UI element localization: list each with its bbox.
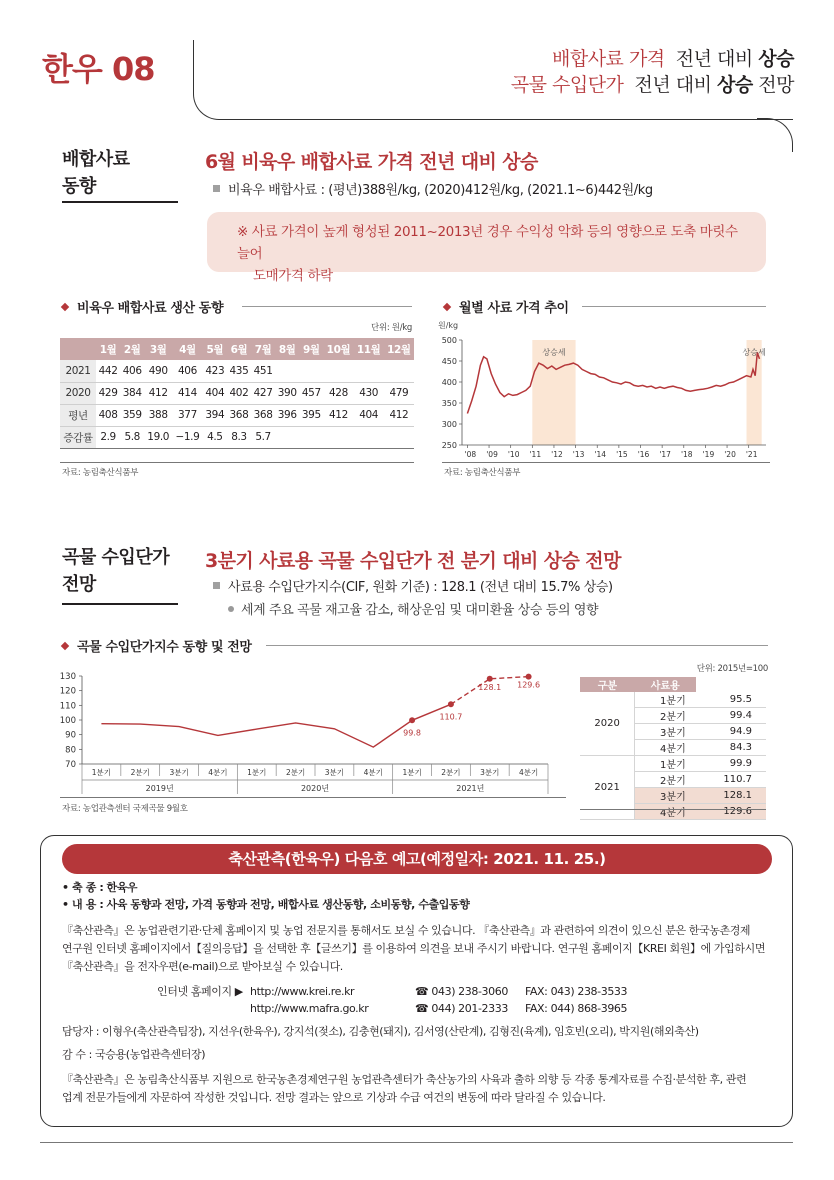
grain-table-head-feed: 사료용 <box>635 677 696 692</box>
grain-table-bottom-rule <box>580 809 766 810</box>
y-tick-label: 350 <box>441 399 457 408</box>
table-cell: 404 <box>203 382 227 404</box>
table-header-cell: 8월 <box>275 338 299 360</box>
x-group-label: 2020년 <box>300 784 330 793</box>
table-cell: 368 <box>251 404 275 426</box>
x-tick-label: '19 <box>702 450 715 459</box>
feed-table-bottom-rule <box>60 462 414 463</box>
notice-paragraph-1-line1: 『축산관측』은 농업관련기관·단체 홈페이지 및 농업 전문지를 통해서도 보실 수 있습니다. 『축산관측』과 관련하여 의견이 있으신 분은 한국농촌경제 <box>62 924 751 937</box>
grain-table-head-category: 구분 <box>580 677 635 692</box>
table-row <box>60 404 414 426</box>
x-tick-label: '15 <box>616 450 628 459</box>
notice-staff: 담당자 : 이형우(축산관측팀장), 지선우(한육우), 강지석(젖소), 김충현(돼지), 김서영(산란계), 김형진(육계), 임호빈(오리), 박지원(해외축산) <box>62 1025 699 1038</box>
x-tick-label: '16 <box>637 450 650 459</box>
x-tick-label: 1분기 <box>402 768 422 777</box>
table-cell: 457 <box>299 382 323 404</box>
table-cell: 412 <box>144 382 172 404</box>
x-tick-label: 2분기 <box>441 768 461 777</box>
page-footer-rule <box>40 1142 793 1143</box>
grain-section-underline <box>62 603 178 605</box>
table-cell: 5.7 <box>251 426 275 448</box>
table-value-cell: 99.9 <box>696 756 766 772</box>
y-tick-label: 70 <box>65 760 76 770</box>
grain-section-title-line2: 전망 <box>62 574 96 595</box>
header-summary-line-1 <box>552 44 794 71</box>
table-header-cell: 3월 <box>144 338 172 360</box>
table-value-cell: 95.5 <box>696 692 766 708</box>
x-tick-label: '12 <box>551 450 563 459</box>
x-tick-label: '13 <box>572 450 585 459</box>
table-quarter-cell: 3분기 <box>635 724 696 740</box>
table-cell: 412 <box>384 404 414 426</box>
notice-tel-mafra: ☎ 044) 201-2333 <box>415 1002 508 1015</box>
feed-table-unit: 단위: 원/kg <box>371 323 412 333</box>
header-frame-corner <box>757 118 793 152</box>
table-row-label: 2021 <box>60 360 96 382</box>
table-cell <box>299 426 323 448</box>
feed-bullet-text: 비육우 배합사료 : (평년)388원/kg, (2020)412원/kg, (2021.1~6)442원/kg <box>228 183 653 198</box>
data-label: 129.6 <box>517 680 541 690</box>
notice-paragraph-2 <box>62 1071 746 1107</box>
table-value-cell: 84.3 <box>696 740 766 756</box>
header-line1-topic: 배합사료 가격 <box>552 48 665 70</box>
x-group-label: 2021년 <box>456 784 485 793</box>
grain-chart-title <box>62 636 252 655</box>
table-header-cell: 7월 <box>251 338 275 360</box>
table-cell <box>299 360 323 382</box>
header-line2-compare: 전년 대비 <box>634 74 712 96</box>
table-cell: 388 <box>144 404 172 426</box>
price-chart-title-text: 월별 사료 가격 추이 <box>459 301 569 316</box>
table-quarter-cell: 1분기 <box>635 692 696 708</box>
table-cell <box>384 426 414 448</box>
notice-item-species <box>62 879 137 897</box>
table-cell <box>275 426 299 448</box>
table-header-cell: 6월 <box>227 338 251 360</box>
feed-price-chart <box>436 318 772 463</box>
table-cell: 429 <box>96 382 120 404</box>
notice-paragraph-1-line2: 연구원 인터넷 홈페이지에서【질의응답】을 선택한 후【글쓰기】를 이용하여 의견을 보내 주시기 바랍니다. 연구원 홈페이지【KREI 회원】에 가입하시면 <box>62 942 766 955</box>
feed-section-title <box>62 146 130 200</box>
grain-bullet <box>213 576 613 595</box>
table-row <box>580 756 766 772</box>
table-quarter-cell: 4분기 <box>635 740 696 756</box>
table-row-label: 2020 <box>60 382 96 404</box>
table-cell: 5.8 <box>120 426 144 448</box>
data-point <box>448 701 454 707</box>
data-label: 99.8 <box>403 728 421 738</box>
grain-section-title-line1: 곡물 수입단가 <box>62 547 170 568</box>
x-tick-label: '09 <box>486 450 498 459</box>
table-cell: 427 <box>251 382 275 404</box>
notice-heading: 축산관측(한육우) 다음호 예고(예정일자: 2021. 11. 25.) <box>62 844 772 874</box>
table-cell: 442 <box>96 360 120 382</box>
grain-sub-bullet <box>228 599 598 618</box>
x-tick-label: '11 <box>529 450 542 459</box>
notice-item-species-label: • 축 종 : <box>62 881 104 894</box>
x-tick-label: 4분기 <box>363 768 383 777</box>
data-point <box>409 717 415 723</box>
grain-bullet-text: 사료용 수입단가지수(CIF, 원화 기준) : 128.1 (전년 대비 15.7% 상승) <box>228 580 613 595</box>
header-line2-topic: 곡물 수입단가 <box>510 74 624 96</box>
header-line2-suffix: 전망 <box>758 74 794 96</box>
y-tick-label: 130 <box>59 672 76 682</box>
table-header-cell: 2월 <box>120 338 144 360</box>
y-tick-label: 400 <box>441 378 457 387</box>
grain-index-chart <box>54 666 554 800</box>
y-tick-label: 80 <box>65 745 76 756</box>
table-header-row <box>60 338 414 360</box>
table-cell: 2.9 <box>96 426 120 448</box>
x-tick-label: 3분기 <box>169 768 189 777</box>
notice-item-content-value: 사육 동향과 전망, 가격 동향과 전망, 배합사료 생산동향, 소비동향, 수출입동향 <box>106 898 470 911</box>
table-cell: 396 <box>275 404 299 426</box>
price-chart-title <box>444 297 569 316</box>
table-cell: 8.3 <box>227 426 251 448</box>
table-cell <box>354 360 384 382</box>
table-header-cell: 5월 <box>203 338 227 360</box>
diamond-bullet-icon <box>61 641 69 649</box>
table-value-cell: 94.9 <box>696 724 766 740</box>
notice-fax-mafra: FAX: 044) 868-3965 <box>525 1002 628 1015</box>
table-cell: 368 <box>227 404 251 426</box>
x-tick-label: 3분기 <box>480 768 500 777</box>
grain-source: 자료: 농업관측센터 국제곡물 9월호 <box>62 804 188 814</box>
feed-headline: 6월 비육우 배합사료 가격 전년 대비 상승 <box>205 151 538 173</box>
grain-index-line <box>101 704 451 747</box>
table-row-label: 증감률 <box>60 426 96 448</box>
table-quarter-cell: 2분기 <box>635 708 696 724</box>
x-tick-label: 1분기 <box>247 768 267 777</box>
x-tick-label: 2분기 <box>285 768 306 777</box>
table-header-cell: 11월 <box>354 338 384 360</box>
table-cell <box>275 360 299 382</box>
header-line1-compare: 전년 대비 <box>675 48 753 70</box>
table-row <box>60 360 414 382</box>
table-cell: 408 <box>96 404 120 426</box>
table-cell: 404 <box>354 404 384 426</box>
notice-paragraph-2-line1: 『축산관측』은 농림축산식품부 지원으로 한국농촌경제연구원 농업관측센터가 축산농가의 사육과 출하 의향 등 각종 통계자료를 수집·분석한 후, 관련 <box>62 1073 747 1086</box>
feed-table-title-rule <box>242 306 412 307</box>
y-tick-label: 90 <box>65 730 76 741</box>
table-value-cell: 128.1 <box>696 788 766 804</box>
table-value-cell: 110.7 <box>696 772 766 788</box>
feed-table-source: 자료: 농림축산식품부 <box>62 468 139 478</box>
table-cell <box>354 426 384 448</box>
feed-note-box <box>207 212 766 284</box>
y-tick-label: 250 <box>441 441 457 450</box>
feed-section-title-line2: 동향 <box>62 176 96 197</box>
notice-paragraph-2-line2: 업계 전문가들에게 자문하여 작성한 것입니다. 전망 결과는 앞으로 기상과 수급 여건의 변동에 따라 달라질 수 있습니다. <box>62 1091 606 1104</box>
x-tick-label: 4분기 <box>518 768 539 777</box>
table-cell: 390 <box>275 382 299 404</box>
feed-section-underline <box>62 201 178 203</box>
grain-sub-bullet-text: 세계 주요 곡물 재고율 감소, 해상운임 및 대미환율 상승 등의 영향 <box>241 603 599 618</box>
notice-fax-krei: FAX: 043) 238-3533 <box>525 985 628 998</box>
table-cell: 430 <box>354 382 384 404</box>
header-line1-trend: 상승 <box>758 48 794 70</box>
notice-paragraph-1-line3: 『축산관측』을 전자우편(e-mail)으로 받아보실 수 있습니다. <box>62 960 343 973</box>
table-cell: 377 <box>172 404 203 426</box>
grain-chart-bottom-rule <box>60 797 566 798</box>
table-cell: 406 <box>172 360 203 382</box>
table-cell: 423 <box>203 360 227 382</box>
x-tick-label: '21 <box>745 450 758 459</box>
notice-url-krei[interactable]: http://www.krei.re.kr <box>250 985 355 998</box>
uptrend-band-label: 상승세 <box>742 348 766 357</box>
price-chart-title-rule <box>582 306 766 307</box>
table-header-cell: 1월 <box>96 338 120 360</box>
table-header-cell: 4월 <box>172 338 203 360</box>
x-group-label: 2019년 <box>145 784 174 793</box>
y-tick-label: 100 <box>59 716 76 726</box>
feed-production-table <box>60 338 414 449</box>
table-cell <box>323 426 353 448</box>
x-tick-label: '14 <box>594 450 607 459</box>
x-tick-label: 4분기 <box>208 768 228 777</box>
y-axis-unit: 원/kg <box>438 321 459 330</box>
table-cell: 428 <box>323 382 353 404</box>
feed-bullet <box>213 179 653 198</box>
y-tick-label: 450 <box>441 357 457 366</box>
grain-chart-title-text: 곡물 수입단가지수 동향 및 전망 <box>77 640 252 655</box>
table-cell: 359 <box>120 404 144 426</box>
header-line2-trend: 상승 <box>717 74 753 96</box>
diamond-bullet-icon <box>61 302 69 310</box>
table-cell: 384 <box>120 382 144 404</box>
feed-note-line2: 도매가격 하락 <box>253 268 333 284</box>
y-tick-label: 120 <box>59 686 76 697</box>
table-header-row <box>580 677 766 692</box>
feed-note-line1: ※ 사료 가격이 높게 형성된 2011~2013년 경우 수익성 악화 등의 영향으로 도축 마릿수 늘어 <box>237 224 738 262</box>
notice-item-content-label: • 내 용 : <box>62 898 104 911</box>
uptrend-band-label: 상승세 <box>542 348 566 357</box>
data-label: 128.1 <box>478 682 502 692</box>
notice-item-content <box>62 896 469 914</box>
feed-table-title <box>62 297 223 316</box>
table-quarter-cell: 4분기 <box>635 804 696 820</box>
x-tick-label: '20 <box>724 450 736 459</box>
grain-unit: 단위: 2015년=100 <box>696 664 768 674</box>
y-tick-label: 110 <box>59 701 76 712</box>
grain-headline: 3분기 사료용 곡물 수입단가 전 분기 대비 상승 전망 <box>205 550 621 572</box>
grain-chart-title-rule <box>266 645 768 646</box>
page-title: 한우 08 <box>42 50 155 88</box>
table-cell: 414 <box>172 382 203 404</box>
table-value-cell: 99.4 <box>696 708 766 724</box>
table-cell <box>384 360 414 382</box>
table-quarter-cell: 2분기 <box>635 772 696 788</box>
table-row <box>60 382 414 404</box>
table-cell: 406 <box>120 360 144 382</box>
table-cell: 4.5 <box>203 426 227 448</box>
header-summary-line-2 <box>511 70 794 97</box>
table-year-cell: 2020 <box>580 692 635 756</box>
table-year-cell: 2021 <box>580 756 635 820</box>
table-cell: 395 <box>299 404 323 426</box>
table-row <box>60 426 414 448</box>
y-tick-label: 500 <box>441 336 457 345</box>
notice-tel-krei: ☎ 043) 238-3060 <box>415 985 508 998</box>
notice-web-label: 인터넷 홈페이지 ▶ <box>157 985 243 998</box>
dot-bullet-icon <box>228 606 234 612</box>
table-row-label: 평년 <box>60 404 96 426</box>
table-row <box>580 692 766 708</box>
feed-table-title-text: 비육우 배합사료 생산 동향 <box>77 301 224 316</box>
x-tick-label: 1분기 <box>91 768 112 777</box>
square-bullet-icon <box>213 582 220 589</box>
table-cell <box>323 360 353 382</box>
x-tick-label: '17 <box>659 450 671 459</box>
x-tick-label: 2분기 <box>130 768 150 777</box>
feed-section-title-line1: 배합사료 <box>62 149 130 170</box>
price-chart-bottom-rule <box>442 462 770 463</box>
y-tick-label: 300 <box>441 420 457 429</box>
table-header-cell: 10월 <box>323 338 353 360</box>
grain-index-table <box>580 677 766 820</box>
table-cell: 412 <box>323 404 353 426</box>
data-point <box>487 676 493 682</box>
table-header-cell: 12월 <box>384 338 414 360</box>
x-tick-label: '18 <box>680 450 693 459</box>
x-tick-label: '10 <box>507 450 520 459</box>
grain-section-title <box>62 544 169 598</box>
table-cell: 479 <box>384 382 414 404</box>
table-cell: 394 <box>203 404 227 426</box>
table-cell: −1.9 <box>172 426 203 448</box>
data-point <box>526 674 532 680</box>
notice-item-species-value: 한육우 <box>106 881 138 894</box>
table-header-cell: 9월 <box>299 338 323 360</box>
diamond-bullet-icon <box>443 302 451 310</box>
table-cell: 490 <box>144 360 172 382</box>
data-label: 110.7 <box>439 712 463 722</box>
table-cell: 19.0 <box>144 426 172 448</box>
x-tick-label: 3분기 <box>324 768 345 777</box>
notice-paragraph-1 <box>62 922 765 976</box>
feed-price-line <box>467 353 759 414</box>
notice-url-mafra[interactable]: http://www.mafra.go.kr <box>250 1002 369 1015</box>
table-cell: 402 <box>227 382 251 404</box>
table-cell: 435 <box>227 360 251 382</box>
table-value-cell: 129.6 <box>696 804 766 820</box>
notice-supervisor: 감 수 : 국승용(농업관측센터장) <box>62 1048 206 1061</box>
x-tick-label: '08 <box>464 450 477 459</box>
square-bullet-icon <box>213 185 220 192</box>
table-cell: 451 <box>251 360 275 382</box>
table-corner-cell <box>60 338 96 360</box>
table-quarter-cell: 1분기 <box>635 756 696 772</box>
price-chart-source: 자료: 농림축산식품부 <box>444 468 521 478</box>
table-quarter-cell: 3분기 <box>635 788 696 804</box>
